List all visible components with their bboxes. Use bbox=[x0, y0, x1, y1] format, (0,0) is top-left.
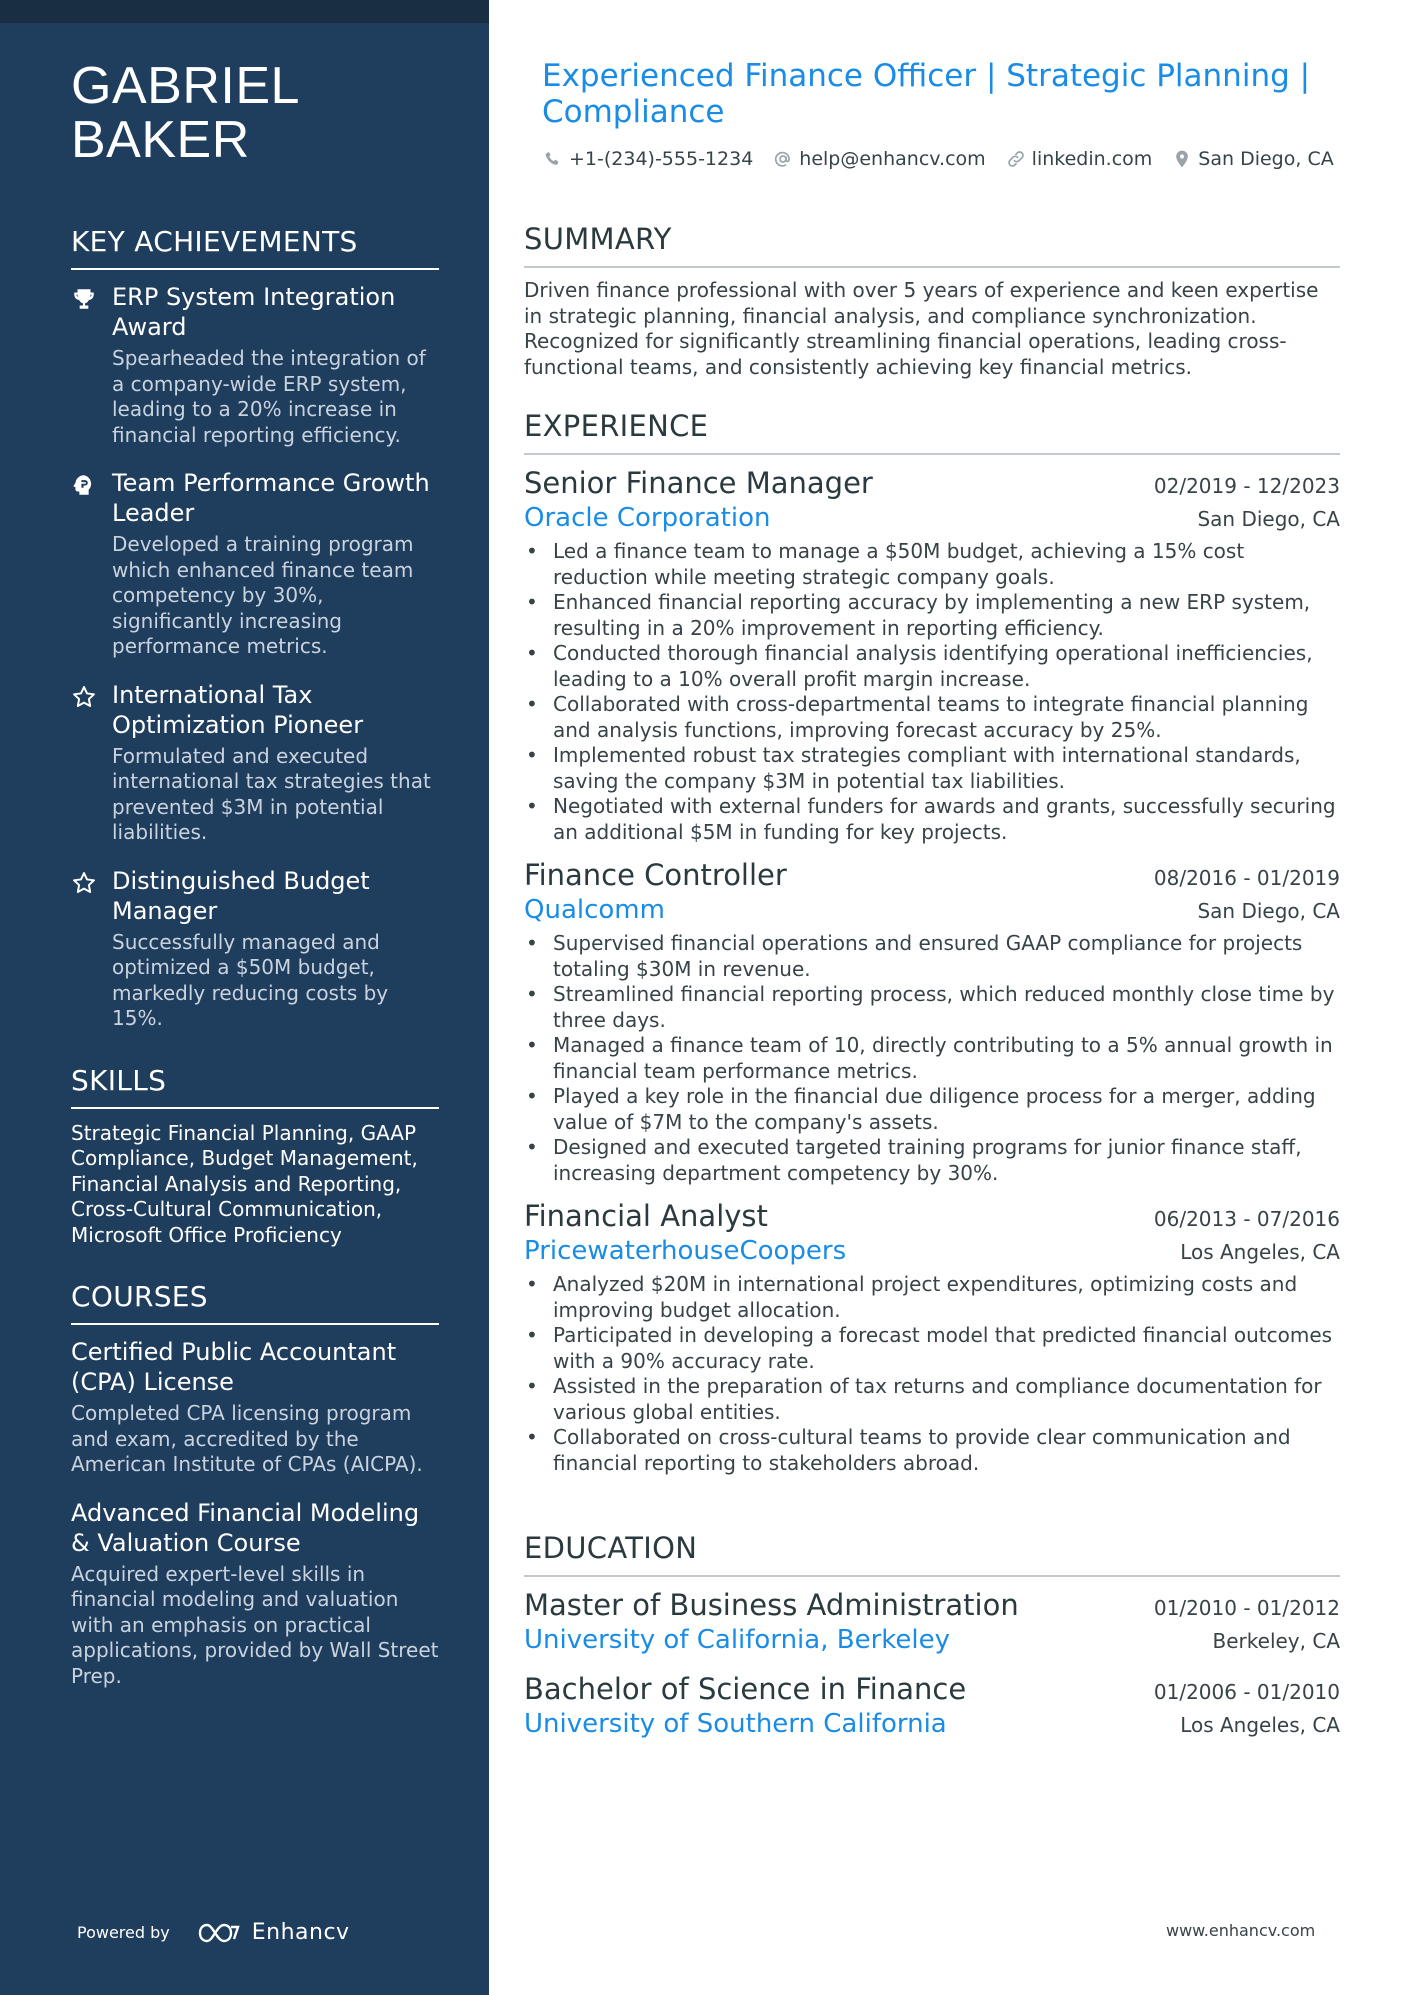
achievement-title: ERP System Integration Award bbox=[112, 283, 396, 341]
contact-phone[interactable] bbox=[543, 148, 753, 170]
school-name: University of California, Berkeley bbox=[524, 1625, 950, 1655]
education-location: Berkeley, CA bbox=[1212, 1629, 1340, 1653]
footer-website-link[interactable]: www.enhancv.com bbox=[1166, 1921, 1316, 1940]
location-pin-icon bbox=[1172, 149, 1192, 169]
summary-text: Driven finance professional with over 5 years of experience and keen expertise in strategic planning, financial analysis, and compliance synchronization. Recognized for significantly streamlining financial operations, leading cross-functional teams, and consistently achieving key financial metrics. bbox=[524, 278, 1319, 379]
last-name: BAKER bbox=[71, 111, 250, 169]
sidebar bbox=[0, 0, 489, 1995]
job-title: Financial Analyst bbox=[524, 1199, 768, 1233]
job-bullet: • Managed a finance team of 10, directly contributing to a 5% annual growth in financial team performance metrics. bbox=[524, 1033, 1340, 1084]
job-bullet: • Implemented robust tax strategies compliant with international standards, saving the company $3M in potential tax liabilities. bbox=[524, 743, 1340, 794]
degree-name: Bachelor of Science in Finance bbox=[524, 1672, 967, 1706]
degree-name: Master of Business Administration bbox=[524, 1588, 1019, 1622]
achievement-title: Team Performance Growth Leader bbox=[112, 469, 430, 527]
company-name: Oracle Corporation bbox=[524, 503, 771, 533]
contact-email-text: help@enhancv.com bbox=[799, 148, 986, 170]
contact-linkedin-text: linkedin.com bbox=[1031, 148, 1153, 170]
contact-bar bbox=[543, 148, 1354, 170]
achievement-description: Developed a training program which enhanced finance team competency by 30%, significantly increasing performance metrics. bbox=[112, 532, 414, 658]
job-dates: 08/2016 - 01/2019 bbox=[1153, 866, 1340, 890]
achievement-title: Distinguished Budget Manager bbox=[112, 866, 370, 925]
achievement-item bbox=[71, 282, 439, 448]
job-title: Finance Controller bbox=[524, 858, 787, 892]
achievement-description: Successfully managed and optimized a $50M budget, markedly reducing costs by 15%. bbox=[112, 929, 389, 1030]
phone-icon bbox=[543, 149, 563, 169]
job-bullets bbox=[524, 931, 1340, 1186]
achievement-item bbox=[71, 468, 439, 660]
job-title: Senior Finance Manager bbox=[524, 466, 873, 500]
powered-by-label: Powered by bbox=[77, 1923, 170, 1942]
job-location: Los Angeles, CA bbox=[1180, 1240, 1340, 1264]
enhancv-logo[interactable] bbox=[196, 1920, 350, 1945]
achievement-item bbox=[71, 680, 439, 846]
job-bullet: • Conducted thorough financial analysis identifying operational inefficiencies, leading to a 10% overall profit margin increase. bbox=[524, 641, 1340, 692]
job-entry bbox=[524, 857, 1340, 1186]
first-name: GABRIEL bbox=[71, 57, 300, 115]
brain-icon bbox=[71, 472, 97, 498]
skills-heading: SKILLS bbox=[71, 1064, 439, 1109]
job-bullet: • Led a finance team to manage a $50M budget, achieving a 15% cost reduction while meeting strategic company goals. bbox=[524, 539, 1340, 590]
headline: Experienced Finance Officer | Strategic Planning | Compliance bbox=[542, 58, 1311, 130]
contact-email[interactable] bbox=[773, 148, 985, 170]
job-bullet: • Negotiated with external funders for awards and grants, successfully securing an additional $5M in funding for key projects. bbox=[524, 794, 1340, 845]
job-bullet: • Participated in developing a forecast model that predicted financial outcomes with a 90% accuracy rate. bbox=[524, 1323, 1340, 1374]
job-bullet: • Supervised financial operations and ensured GAAP compliance for projects totaling $30M in revenue. bbox=[524, 931, 1340, 982]
course-item bbox=[71, 1337, 439, 1478]
achievement-description: Spearheaded the integration of a company-wide ERP system, leading to a 20% increase in financial reporting efficiency. bbox=[112, 346, 426, 447]
star-icon bbox=[71, 870, 97, 896]
enhancv-logo-icon bbox=[196, 1921, 242, 1945]
job-entry bbox=[524, 1198, 1340, 1476]
job-location: San Diego, CA bbox=[1197, 899, 1340, 923]
link-icon bbox=[1006, 149, 1026, 169]
contact-linkedin[interactable] bbox=[1006, 148, 1153, 170]
trophy-icon bbox=[71, 286, 97, 312]
star-icon bbox=[71, 684, 97, 710]
job-bullet: • Collaborated with cross-departmental teams to integrate financial planning and analysis functions, improving forecast accuracy by 25%. bbox=[524, 692, 1340, 743]
job-bullet: • Streamlined financial reporting process, which reduced monthly close time by three days. bbox=[524, 982, 1340, 1033]
job-dates: 06/2013 - 07/2016 bbox=[1153, 1207, 1340, 1231]
company-name: Qualcomm bbox=[524, 895, 665, 925]
job-bullet: • Analyzed $20M in international project expenditures, optimizing costs and improving budget allocation. bbox=[524, 1272, 1340, 1323]
experience-section bbox=[524, 409, 1340, 1488]
course-item bbox=[71, 1498, 439, 1690]
enhancv-brand-name: Enhancv bbox=[251, 1920, 350, 1945]
education-dates: 01/2006 - 01/2010 bbox=[1153, 1680, 1340, 1704]
skills-section bbox=[71, 1064, 439, 1249]
education-location: Los Angeles, CA bbox=[1180, 1713, 1340, 1737]
job-bullet: • Designed and executed targeted training programs for junior finance staff, increasing department competency by 30%. bbox=[524, 1135, 1340, 1186]
summary-heading: SUMMARY bbox=[524, 222, 1340, 268]
job-bullet: • Played a key role in the financial due diligence process for a merger, adding value of $7M to the company's assets. bbox=[524, 1084, 1340, 1135]
course-description: Completed CPA licensing program and exam, accredited by the American Institute of CPAs (AICPA). bbox=[71, 1401, 423, 1476]
job-entry bbox=[524, 465, 1340, 845]
candidate-name bbox=[71, 59, 439, 167]
at-icon bbox=[773, 149, 793, 169]
skills-list: Strategic Financial Planning, GAAP Compliance, Budget Management, Financial Analysis and Reporting, Cross-Cultural Communication, Microsoft Office Proficiency bbox=[71, 1120, 418, 1247]
education-dates: 01/2010 - 01/2012 bbox=[1153, 1596, 1340, 1620]
achievement-title: International Tax Optimization Pioneer bbox=[112, 680, 364, 739]
contact-location-text: San Diego, CA bbox=[1198, 148, 1334, 170]
key-achievements-section bbox=[71, 225, 439, 1032]
job-location: San Diego, CA bbox=[1197, 507, 1340, 531]
job-bullets bbox=[524, 1272, 1340, 1476]
course-description: Acquired expert-level skills in financial modeling and valuation with an emphasis on practical applications, provided by Wall Street Prep. bbox=[71, 1561, 439, 1688]
contact-phone-text: +1-(234)-555-1234 bbox=[569, 148, 754, 170]
company-name: PricewaterhouseCoopers bbox=[524, 1236, 847, 1266]
experience-heading: EXPERIENCE bbox=[524, 409, 1340, 455]
achievement-description: Formulated and executed international tax strategies that prevented $3M in potential liabilities. bbox=[112, 743, 431, 844]
contact-location bbox=[1172, 148, 1333, 170]
education-heading: EDUCATION bbox=[524, 1531, 1340, 1577]
key-achievements-heading: KEY ACHIEVEMENTS bbox=[71, 225, 439, 270]
course-title: Advanced Financial Modeling & Valuation Course bbox=[71, 1498, 420, 1557]
achievement-item bbox=[71, 866, 439, 1032]
courses-heading: COURSES bbox=[71, 1280, 439, 1325]
education-entry bbox=[524, 1671, 1340, 1741]
school-name: University of Southern California bbox=[524, 1709, 947, 1739]
course-title: Certified Public Accountant (CPA) License bbox=[71, 1338, 397, 1396]
education-section bbox=[524, 1531, 1340, 1755]
summary-section bbox=[524, 222, 1340, 380]
job-bullet: • Assisted in the preparation of tax returns and compliance documentation for various global entities. bbox=[524, 1374, 1340, 1425]
education-entry bbox=[524, 1587, 1340, 1657]
job-dates: 02/2019 - 12/2023 bbox=[1153, 474, 1340, 498]
powered-by-footer bbox=[77, 1920, 350, 1945]
job-bullets bbox=[524, 539, 1340, 845]
job-bullet: • Collaborated on cross-cultural teams to provide clear communication and financial reporting to stakeholders abroad. bbox=[524, 1425, 1340, 1476]
job-bullet: • Enhanced financial reporting accuracy by implementing a new ERP system, resulting in a 20% improvement in reporting efficiency. bbox=[524, 590, 1340, 641]
courses-section bbox=[71, 1280, 439, 1689]
